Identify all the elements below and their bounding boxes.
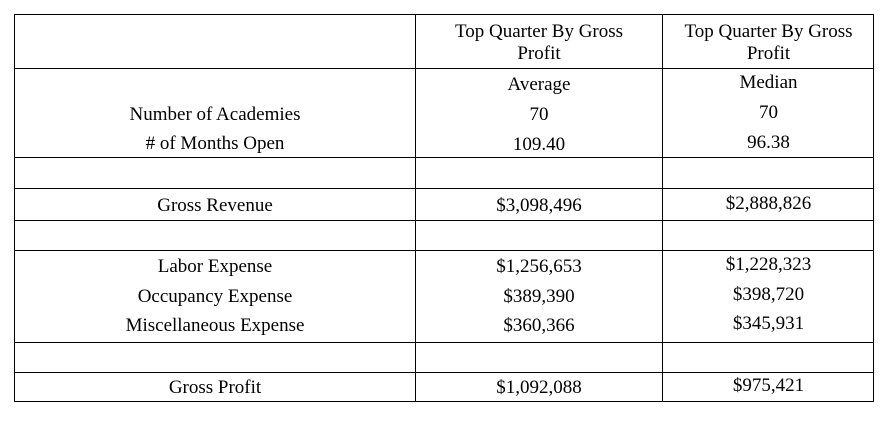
gross-revenue-label: Gross Revenue — [157, 195, 273, 216]
gross-profit-average: $1,092,088 — [496, 377, 582, 398]
academies-label: Number of Academies — [129, 104, 301, 125]
labor-expense-label: Labor Expense — [157, 256, 273, 277]
months-open-average: 109.40 — [512, 134, 566, 155]
academies-median: 70 — [759, 102, 778, 123]
row-divider-spacer-1 — [15, 188, 873, 189]
academies-average: 70 — [529, 104, 549, 125]
occupancy-expense-median: $398,720 — [732, 284, 805, 305]
median-column-subtitle: Median — [739, 72, 798, 93]
occupancy-expense-average: $389,390 — [503, 286, 575, 307]
months-open-median: 96.38 — [747, 132, 790, 153]
occupancy-expense-label: Occupancy Expense — [137, 286, 293, 307]
row-divider-header — [15, 68, 873, 69]
misc-expense-average: $360,366 — [503, 315, 575, 336]
gross-profit-median: $975,421 — [732, 375, 805, 396]
row-divider-spacer-2 — [15, 250, 873, 251]
labor-expense-average: $1,256,653 — [496, 256, 582, 277]
median-column-title: Top Quarter By Gross Profit — [684, 21, 853, 64]
row-divider-revenue — [15, 220, 873, 221]
gross-profit-label: Gross Profit — [168, 377, 262, 398]
row-divider-spacer-3 — [15, 372, 873, 373]
misc-expense-label: Miscellaneous Expense — [125, 315, 305, 336]
row-divider-counts — [15, 157, 873, 158]
misc-expense-median: $345,931 — [732, 313, 805, 334]
gross-revenue-median: $2,888,826 — [725, 193, 812, 214]
months-open-label: # of Months Open — [145, 133, 285, 154]
labor-expense-median: $1,228,323 — [725, 254, 812, 275]
gross-revenue-average: $3,098,496 — [496, 195, 582, 216]
average-column-subtitle: Average — [507, 74, 571, 95]
average-column-title: Top Quarter By Gross Profit — [454, 21, 624, 64]
financial-summary-table — [14, 14, 874, 402]
row-divider-expenses — [15, 342, 873, 343]
